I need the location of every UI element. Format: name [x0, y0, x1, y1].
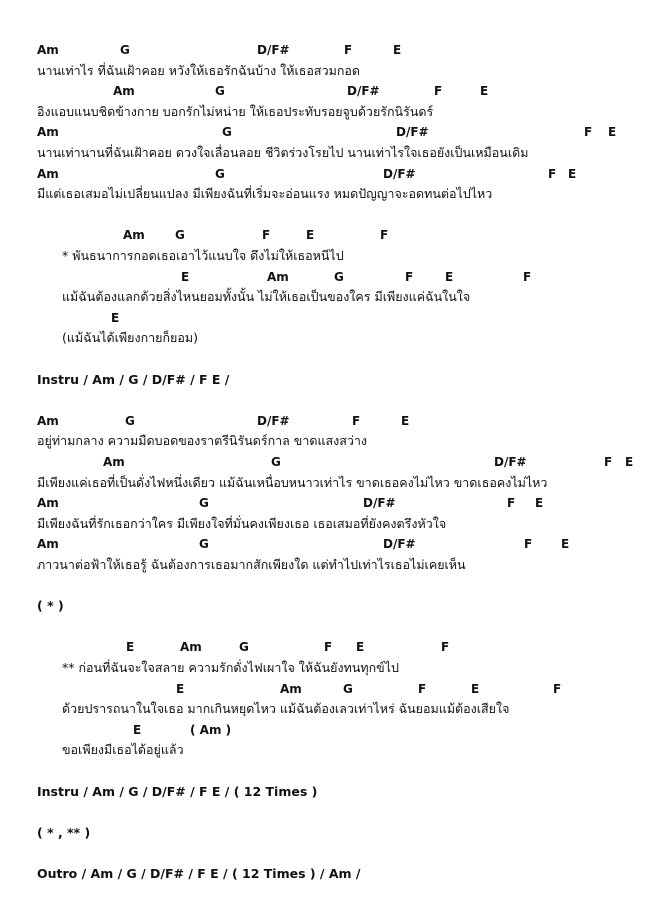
chord: G: [222, 125, 232, 140]
chord-line: [0, 164, 670, 184]
chord: G: [343, 681, 353, 696]
chord: E: [133, 722, 142, 737]
lyric-text: ภาวนาต่อฟ้าให้เธอรู้ ฉันต้องการเธอมากสักเพียงใด แต่ทำไปเท่าไรเธอไม่เคยเห็น: [37, 557, 466, 572]
lyric-text: ด้วยปรารถนาในใจเธอ มากเกินหยุดไหว แม้ฉันต้องเลวเท่าไหร่ ฉันยอมแม้ต้องเสียใจ: [62, 701, 510, 717]
chord: Am: [123, 228, 145, 243]
chord: F: [405, 269, 414, 284]
lyric-line: [0, 246, 670, 266]
chord: E: [401, 413, 410, 428]
chord: E: [561, 537, 570, 552]
chord: E: [111, 310, 120, 325]
section-heading-text: Instru / Am / G / D/F# / F E /: [37, 371, 230, 387]
lyric-text: อยู่ท่ามกลาง ความมืดบอดของราตรีนิรันดร์กาล ขาดแสงสว่าง: [37, 433, 368, 449]
chord: Am: [37, 413, 59, 428]
lyric-line: [0, 102, 670, 122]
chord: G: [215, 84, 225, 99]
chord: E: [176, 681, 185, 696]
chord: G: [271, 455, 281, 469]
lyric-text: ขอเพียงมีเธอได้อยู่แล้ว: [62, 742, 184, 758]
chord: E: [480, 84, 489, 99]
lyric-text: มีแต่เธอเสมอไม่เปลี่ยนแปลง มีเพียงฉันที่เริ่มจะอ่อนแรง หมดปัญญาจะอดทนต่อไปไหว: [37, 186, 493, 202]
blank-line: [0, 761, 670, 781]
chord: E: [535, 496, 544, 511]
section-heading: [0, 370, 670, 390]
chord: G: [199, 537, 209, 552]
blank-line: [0, 617, 670, 637]
lyric-line: [0, 473, 670, 493]
chord: Am: [267, 269, 289, 284]
chord: D/F#: [396, 125, 429, 140]
chord: E: [568, 166, 577, 181]
blank-line: [0, 349, 670, 369]
chord: Am: [113, 84, 135, 99]
blank-line: [0, 390, 670, 410]
chord: F: [434, 84, 443, 99]
chord: D/F#: [257, 413, 290, 428]
lyric-line: [0, 555, 670, 575]
chord: Am: [37, 166, 59, 181]
lyric-line: [0, 328, 670, 348]
chord: E: [306, 228, 315, 243]
blank-line: [0, 802, 670, 822]
chord: D/F#: [494, 455, 527, 469]
chord: E: [356, 640, 365, 655]
lyric-line: [0, 143, 670, 163]
chord: F: [324, 640, 333, 655]
chord: Am: [180, 640, 202, 655]
lyric-text: * พันธนาการกอดเธอเอาไว้แนบใจ ดึงไม่ให้เธอหนีไป: [62, 248, 344, 263]
chord: F: [604, 455, 613, 469]
lyric-line: [0, 431, 670, 451]
chord: E: [608, 125, 617, 140]
lyric-text: ** ก่อนที่ฉันจะใจสลาย ความรักดั่งไฟเผาใจ ให้ฉันยังทนทุกข์ไป: [62, 660, 399, 675]
chord: E: [445, 269, 454, 284]
blank-line: [0, 205, 670, 225]
chord: E: [126, 640, 135, 655]
chord: F: [418, 681, 427, 696]
section-heading-text: ( * ): [37, 598, 64, 614]
chord-line: [0, 534, 670, 554]
lyric-text: มีเพียงฉันที่รักเธอกว่าใคร มีเพียงใจที่มั่นคงเพียงเธอ เธอเสมอที่ยังคงตรึงหัวใจ: [37, 515, 447, 531]
lyric-text: (แม้ฉันได้เพียงกายก็ยอม): [62, 330, 199, 346]
chord: F: [584, 125, 593, 140]
chord-line: [0, 411, 670, 431]
lyric-line: [0, 740, 670, 760]
chord: Am: [37, 537, 59, 552]
lyric-line: [0, 699, 670, 719]
chord: ( Am ): [190, 722, 232, 737]
blank-line: [0, 576, 670, 596]
chord-line: [0, 637, 670, 657]
lyric-text: แม้ฉันต้องแลกด้วยสิ่งไหนยอมทั้งนั้น ไม่ให้เธอเป็นของใคร มีเพียงแค่ฉันในใจ: [62, 289, 471, 305]
section-heading: [0, 864, 670, 884]
chord: G: [120, 43, 130, 57]
chord: F: [344, 43, 353, 57]
section-heading: [0, 823, 670, 843]
chord-line: [0, 122, 670, 142]
chord: F: [524, 537, 533, 552]
chord: Am: [280, 681, 302, 696]
chord: Am: [37, 43, 59, 57]
chord: F: [507, 496, 516, 511]
lyric-line: [0, 287, 670, 307]
chord: E: [393, 43, 402, 57]
lyric-text: นานเท่านานที่ฉันเฝ้าคอย ดวงใจเลื่อนลอย ชีวิตร่วงโรยไป นานเท่าไรใจเธอยังเป็นเหมือนเดิม: [37, 145, 529, 160]
chord-line: [0, 308, 670, 328]
chord: F: [380, 228, 389, 243]
chord: F: [523, 269, 532, 284]
lyric-line: [0, 184, 670, 204]
section-heading: [0, 782, 670, 802]
chord: D/F#: [363, 496, 396, 511]
chord: D/F#: [383, 537, 416, 552]
chord: F: [548, 166, 557, 181]
section-heading-text: Outro / Am / G / D/F# / F E / ( 12 Times ) / Am /: [37, 866, 361, 881]
chord: E: [181, 269, 190, 284]
chord: G: [334, 269, 344, 284]
lyric-text: นานเท่าไร ที่ฉันเฝ้าคอย หวังให้เธอรักฉันบ้าง ให้เธอสวมกอด: [37, 62, 361, 78]
chord: F: [352, 413, 361, 428]
chord: E: [625, 455, 634, 469]
chord-line: [0, 493, 670, 513]
chord: G: [239, 640, 249, 655]
chord: F: [262, 228, 271, 243]
chord: G: [125, 413, 135, 428]
chord: E: [471, 681, 480, 696]
section-heading-text: ( * , ** ): [37, 824, 91, 840]
chord-line: [0, 267, 670, 287]
chord: G: [175, 228, 185, 243]
chord: F: [553, 681, 562, 696]
chord-line: [0, 81, 670, 101]
chord: G: [199, 496, 209, 511]
section-heading-text: Instru / Am / G / D/F# / F E / ( 12 Times ): [37, 783, 318, 799]
chord-line: [0, 225, 670, 245]
chord-line: [0, 720, 670, 740]
section-heading: [0, 596, 670, 616]
lyric-line: [0, 61, 670, 81]
chord: D/F#: [347, 84, 380, 99]
chord: F: [441, 640, 450, 655]
chord-line: [0, 452, 670, 472]
chord: Am: [37, 496, 59, 511]
chord-line: [0, 679, 670, 699]
lyric-line: [0, 514, 670, 534]
chord: Am: [37, 125, 59, 140]
chord: Am: [103, 455, 125, 469]
chord: G: [215, 166, 225, 181]
blank-line: [0, 843, 670, 863]
lyric-text: อิงแอบแนบชิดข้างกาย บอกรักไม่หน่าย ให้เธอประทับรอยจูบด้วยรักนิรันดร์: [37, 103, 434, 119]
chord: D/F#: [257, 43, 290, 57]
chord-line: [0, 40, 670, 60]
chord: D/F#: [383, 166, 416, 181]
lyric-line: [0, 658, 670, 678]
lyric-text: มีเพียงแค่เธอที่เป็นดั่งไฟหนึ่งเดียว แม้ฉันเหนื่อบหนาวเท่าไร ขาดเธอคงไม่ไหว ขาดเธอคงไม่ไหว: [37, 474, 548, 490]
